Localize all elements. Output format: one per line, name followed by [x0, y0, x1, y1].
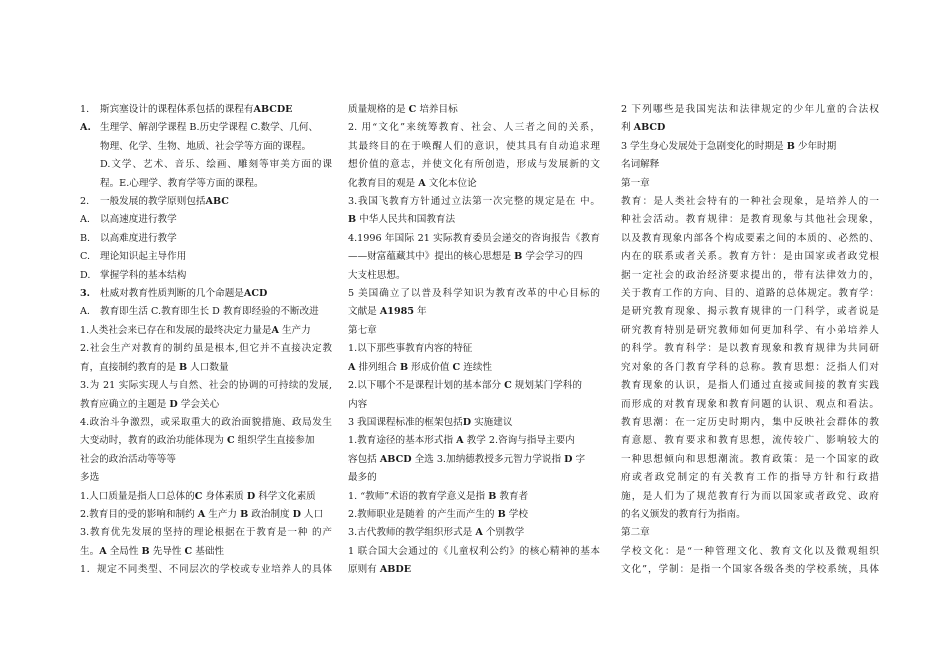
answer-text: ABCD	[633, 122, 666, 134]
line-text: 一般发展的教学原则包括	[100, 196, 206, 208]
text-line	[80, 377, 332, 395]
line-text: 教育现象的认识，是指人们通过直接或间接的教育实践	[621, 380, 879, 392]
text-line	[348, 543, 600, 561]
answer-text: ABC	[205, 196, 229, 208]
line-text: 2. 用“文化”来统筹教育、社会、人三者之间的关系，	[348, 122, 600, 134]
text-line	[80, 561, 332, 579]
line-text: 育意愿、教育要求和教育思想，流传较广、影响较大的	[621, 435, 879, 447]
text-line	[348, 211, 600, 229]
answer-text: D	[564, 453, 573, 465]
text-line	[621, 561, 879, 579]
line-text: 1.教育途径的基本形式指	[348, 435, 457, 447]
line-text: 斯宾塞设计的课程体系包括的课程有	[100, 104, 254, 115]
line-text: 人口数量	[187, 361, 229, 373]
line-text: 3.古代教师的教学组织形式是	[348, 527, 476, 539]
text-line	[621, 506, 879, 524]
text-line	[348, 267, 600, 285]
line-text: 个别教学	[482, 527, 525, 539]
line-text: 化教育目的观是	[348, 177, 419, 189]
answer-text: A	[99, 545, 107, 557]
text-line	[621, 193, 879, 211]
line-text: 教育者	[496, 490, 529, 502]
text-line	[80, 506, 332, 524]
line-text: 1.人口质量是指人口总体的	[80, 490, 195, 502]
text-column-middle	[348, 101, 600, 666]
line-text: 3 我国课程标准的框架包括	[348, 416, 463, 428]
text-line	[80, 175, 332, 193]
line-text: 以高速度进行教学	[100, 214, 177, 226]
line-text: 组织学生直接参加	[234, 435, 315, 447]
answer-text: C	[226, 435, 235, 447]
line-text: 杜威对教育性质判断的几个命题是	[100, 288, 244, 300]
answer-text: C	[194, 490, 203, 502]
line-text: 据一定社会的政治经济要求提出的，带有法律效力的，	[621, 269, 879, 281]
line-text: 多选	[80, 472, 100, 484]
line-text: 5 美国确立了以普及科学知识为教育改革的中心目标的	[348, 288, 600, 300]
line-text: 的科学。教育科学：是以教育现象和教育规律为共同研	[621, 343, 879, 355]
item-number: 2.	[80, 196, 90, 208]
answer-text: C	[504, 380, 512, 392]
text-line	[348, 138, 600, 156]
text-line	[621, 267, 879, 285]
answer-text: D	[462, 416, 472, 428]
line-text: 3.为 21 实际实现人与自然、社会的协调的可持续的发展,	[80, 380, 332, 392]
text-line	[621, 175, 879, 193]
text-line	[348, 230, 600, 248]
line-text: 教育：是人类社会特有的一种社会现象，是培养人的一	[621, 196, 879, 208]
text-line	[80, 248, 332, 266]
line-text: 究对象的各门教育学科的总称。教育思想：泛指人们对	[621, 361, 879, 373]
item-number: B.	[80, 232, 91, 244]
answer-text: B	[488, 490, 497, 502]
line-text: 研究教育特别是研究教师如何更加科学、有小弟培养人	[621, 324, 879, 336]
text-line	[348, 377, 600, 395]
line-text: 教育思潮：在一定历史时期内，集中反映社会群体的教	[621, 416, 879, 428]
text-line	[621, 340, 879, 358]
line-text: ——财富蕴藏其中》提出的核心思想是	[348, 251, 515, 263]
line-text: 1.以下那些事教育内容的特征	[348, 343, 473, 355]
answer-text: A	[197, 508, 206, 520]
text-line	[348, 119, 600, 137]
text-line	[80, 432, 332, 450]
answer-text: D	[169, 398, 178, 410]
line-text: 人口	[301, 508, 324, 520]
answer-text: C	[184, 545, 193, 557]
text-line	[621, 285, 879, 303]
answer-text: ABCDE	[253, 104, 293, 115]
line-text: 2.教育目的受的影响和制约	[80, 508, 198, 520]
line-text: 第一章	[621, 177, 650, 189]
text-line	[348, 175, 600, 193]
text-line	[348, 193, 600, 211]
text-line	[348, 396, 600, 414]
text-line	[348, 101, 600, 119]
line-text: 理论知识起主导作用	[100, 251, 187, 263]
line-text: 生。	[80, 545, 100, 557]
text-line	[348, 322, 600, 340]
text-line	[348, 340, 600, 358]
line-text: 大支柱思想。	[348, 269, 406, 281]
line-text: 内容	[348, 398, 368, 410]
line-text: 4.1996 年国际 21 实际教育委员会递交的咨询报告《教育	[348, 232, 600, 244]
line-text: 教育即生活 C.教育即生长 D 教育即经验的不断改进	[100, 306, 319, 318]
answer-text: B	[348, 214, 357, 226]
line-text: 1 联合国大会通过的《儿童权利公约》的核心精神的基本	[348, 545, 600, 557]
line-text: 容包括	[348, 453, 380, 465]
text-line	[348, 488, 600, 506]
line-text: D.文学、艺术、音乐、绘画、雕刻等审美方面的课	[100, 159, 332, 171]
text-line	[621, 488, 879, 506]
line-text: 的名义颁发的教育行为指南。	[621, 508, 746, 520]
text-line	[80, 303, 332, 321]
text-line	[80, 267, 332, 285]
item-number: A.	[80, 122, 91, 134]
text-line	[621, 414, 879, 432]
line-text: 生产力	[205, 508, 241, 520]
line-text: 想价值的意志，并使文化有所创造，形成与发展新的文	[348, 159, 600, 171]
line-text: 1.人类社会来已存在和发展的最终决定力量是	[80, 324, 272, 336]
line-text: 文化”，学制：是指一个国家各级各类的学校系统，具体	[621, 564, 879, 576]
text-line	[80, 451, 332, 469]
line-text: 字	[572, 453, 586, 465]
line-text: 先导性	[149, 545, 185, 557]
text-line	[621, 138, 879, 156]
line-text: 全局性	[106, 545, 142, 557]
line-text: 文献是	[348, 306, 380, 318]
text-line	[621, 359, 879, 377]
line-text: 原则有	[348, 564, 380, 576]
text-column-right	[621, 101, 879, 666]
text-line	[348, 432, 600, 450]
answer-text: A	[271, 324, 279, 336]
item-number: C.	[80, 251, 91, 263]
answer-text: B	[141, 545, 150, 557]
line-text: 学会关心	[177, 398, 220, 410]
line-text: 大变动时，教育的政治功能体现为	[80, 435, 227, 447]
line-text: 生理学、解剖学课程 B.历史学课程 C.数学、几何、	[100, 122, 319, 134]
line-text: 种社会活动。教育规律：是教育现象与其他社会现象，	[621, 214, 879, 226]
line-text: 程。E.心理学、教育学等方面的课程。	[100, 177, 264, 189]
line-text: 3.教育优先发展的坚持的理论根据在于教育是一种 的产	[80, 527, 332, 539]
line-text: 2.社会生产对教育的制约虽是根本,但它并不直接决定教	[80, 343, 332, 355]
line-text: 质量规格的是	[348, 104, 409, 115]
text-line	[621, 377, 879, 395]
line-text: 最多的	[348, 472, 377, 484]
text-line	[348, 414, 600, 432]
answer-text: ACD	[243, 288, 268, 300]
text-line	[80, 138, 332, 156]
line-text: 全选 3.加纳德教授多元智力学说指	[411, 453, 565, 465]
text-line	[80, 119, 332, 137]
text-line	[621, 469, 879, 487]
line-text: 社会的政治活动等等等	[80, 453, 176, 465]
text-line	[80, 193, 332, 211]
answer-text: ABDE	[379, 564, 412, 576]
line-text: 物理、化学、生物、地质、社会学等方面的课程。	[100, 140, 312, 152]
text-line	[621, 543, 879, 561]
text-line	[348, 303, 600, 321]
line-text: 施，是人们为了规范教育行为而以国家或者政党、政府	[621, 490, 879, 502]
line-text: 学校文化：是“一种管理文化、教育文化以及微观组织	[621, 545, 879, 557]
line-text: 第二章	[621, 527, 650, 539]
line-text: 3.我国飞教育方针通过立法第一次完整的规定是在 中。	[348, 196, 600, 208]
line-text: 2.以下哪个不是课程计划的基本部分	[348, 380, 505, 392]
line-text: 掌握学科的基本结构	[100, 269, 187, 281]
line-text: 学校	[505, 508, 528, 520]
answer-text: A	[456, 435, 464, 447]
line-text: 中华人民共和国教育法	[356, 214, 456, 226]
line-text: 形成价值	[408, 361, 453, 373]
answer-text: C	[452, 361, 461, 373]
text-line	[348, 561, 600, 579]
line-text: 1. “教师”术语的教育学意义是指	[348, 490, 489, 502]
answer-text: B	[497, 508, 506, 520]
line-text: 一种思想倾向和思想潮流。教育政策：是一个国家的政	[621, 453, 879, 465]
line-text: 以高难度进行教学	[100, 232, 177, 244]
line-text: 名词解释	[621, 159, 660, 171]
line-text: 教学 2.咨询与指导主要内	[463, 435, 575, 447]
answer-text: C	[408, 104, 417, 115]
text-line	[621, 303, 879, 321]
line-text: 2 下列哪些是我国宪法和法律规定的少年儿童的合法权	[621, 104, 879, 115]
line-text: 年	[414, 306, 427, 318]
answer-text: D	[292, 508, 301, 520]
answer-text: B	[514, 251, 523, 263]
answer-text: A1985	[379, 306, 414, 318]
line-text: 规划某门学科的	[511, 380, 582, 392]
line-text: 政治制度	[248, 508, 293, 520]
text-line	[80, 469, 332, 487]
line-text: 少年时期	[794, 140, 837, 152]
text-line	[621, 211, 879, 229]
text-line	[348, 524, 600, 542]
text-line	[348, 285, 600, 303]
line-text: 连续性	[460, 361, 493, 373]
text-line	[621, 119, 879, 137]
item-number: A.	[80, 214, 90, 226]
text-line	[80, 101, 332, 119]
line-text: 1．规定不同类型、不同层次的学校或专业培养人的具体	[80, 564, 332, 576]
text-line	[348, 451, 600, 469]
text-line	[621, 451, 879, 469]
line-text: 府或者政党制定的有关教育工作的指导方针和行政措	[621, 472, 879, 484]
text-line	[348, 156, 600, 174]
answer-text: B	[399, 361, 409, 373]
line-text: 是研究教育现象、揭示教育规律的一门科学，或者说是	[621, 306, 879, 318]
line-text: 培养目标	[416, 104, 458, 115]
text-line	[621, 322, 879, 340]
text-line	[621, 432, 879, 450]
answer-text: B	[786, 140, 795, 152]
text-line	[80, 322, 332, 340]
line-text: 生产力	[278, 324, 311, 336]
answer-text: A	[418, 177, 426, 189]
text-line	[348, 469, 600, 487]
answer-text: ABCD	[379, 453, 412, 465]
text-line	[80, 230, 332, 248]
line-text: 教育应确立的主题是	[80, 398, 170, 410]
line-text: 关于教育工作的方向、目的、道路的总体规定。教育学：	[621, 288, 879, 300]
item-number: 1.	[80, 104, 90, 115]
text-column-left	[80, 101, 332, 666]
text-line	[80, 524, 332, 542]
line-text: 3 学生身心发展处于急剧变化的时期是	[621, 140, 787, 152]
line-text: 基础性	[192, 545, 225, 557]
line-text: 实施建议	[471, 416, 513, 428]
text-line	[621, 230, 879, 248]
answer-text: A	[348, 361, 356, 373]
text-line	[80, 543, 332, 561]
item-number: A.	[80, 306, 90, 318]
line-text: 身体素质	[202, 490, 247, 502]
line-text: 内在的联系或者关系。教育方针：是由国家或者政党根	[621, 251, 879, 263]
line-text: 其最终目的在于唤醒人们的意识，使其具有自动追求理	[348, 140, 600, 152]
text-line	[348, 506, 600, 524]
text-line	[621, 396, 879, 414]
line-text: 科学文化素质	[255, 490, 316, 502]
text-line	[621, 101, 879, 119]
line-text: 学会学习的四	[522, 251, 583, 263]
line-text: 育，直接制约教育的是	[80, 361, 179, 373]
text-line	[348, 359, 600, 377]
line-text: 2.教师职业是随着 的产生而产生的	[348, 508, 498, 520]
text-line	[621, 248, 879, 266]
text-line	[80, 156, 332, 174]
text-line	[80, 414, 332, 432]
answer-text: D	[246, 490, 256, 502]
answer-text: B	[240, 508, 249, 520]
line-text: 4.政治斗争激烈，或采取重大的政治面貌措施、政局发生	[80, 416, 332, 428]
item-number: 3.	[80, 288, 91, 300]
text-line	[621, 524, 879, 542]
text-line	[80, 340, 332, 358]
line-text: 文化本位论	[425, 177, 477, 189]
answer-text: B	[179, 361, 188, 373]
line-text: 第七章	[348, 324, 377, 336]
text-line	[80, 359, 332, 377]
text-line	[621, 156, 879, 174]
text-line	[80, 285, 332, 303]
answer-text: A	[475, 527, 483, 539]
item-number: D.	[80, 269, 91, 281]
line-text: 而形成的对教育现象和教育问题的认识、观点和看法。	[621, 398, 879, 410]
text-line	[80, 488, 332, 506]
text-line	[80, 211, 332, 229]
line-text: 排列组合	[355, 361, 400, 373]
line-text: 利	[621, 122, 634, 134]
text-line	[348, 248, 600, 266]
line-text: 以及教育现象内部各个构成要素之间的本质的、必然的、	[621, 232, 879, 244]
text-line	[80, 396, 332, 414]
